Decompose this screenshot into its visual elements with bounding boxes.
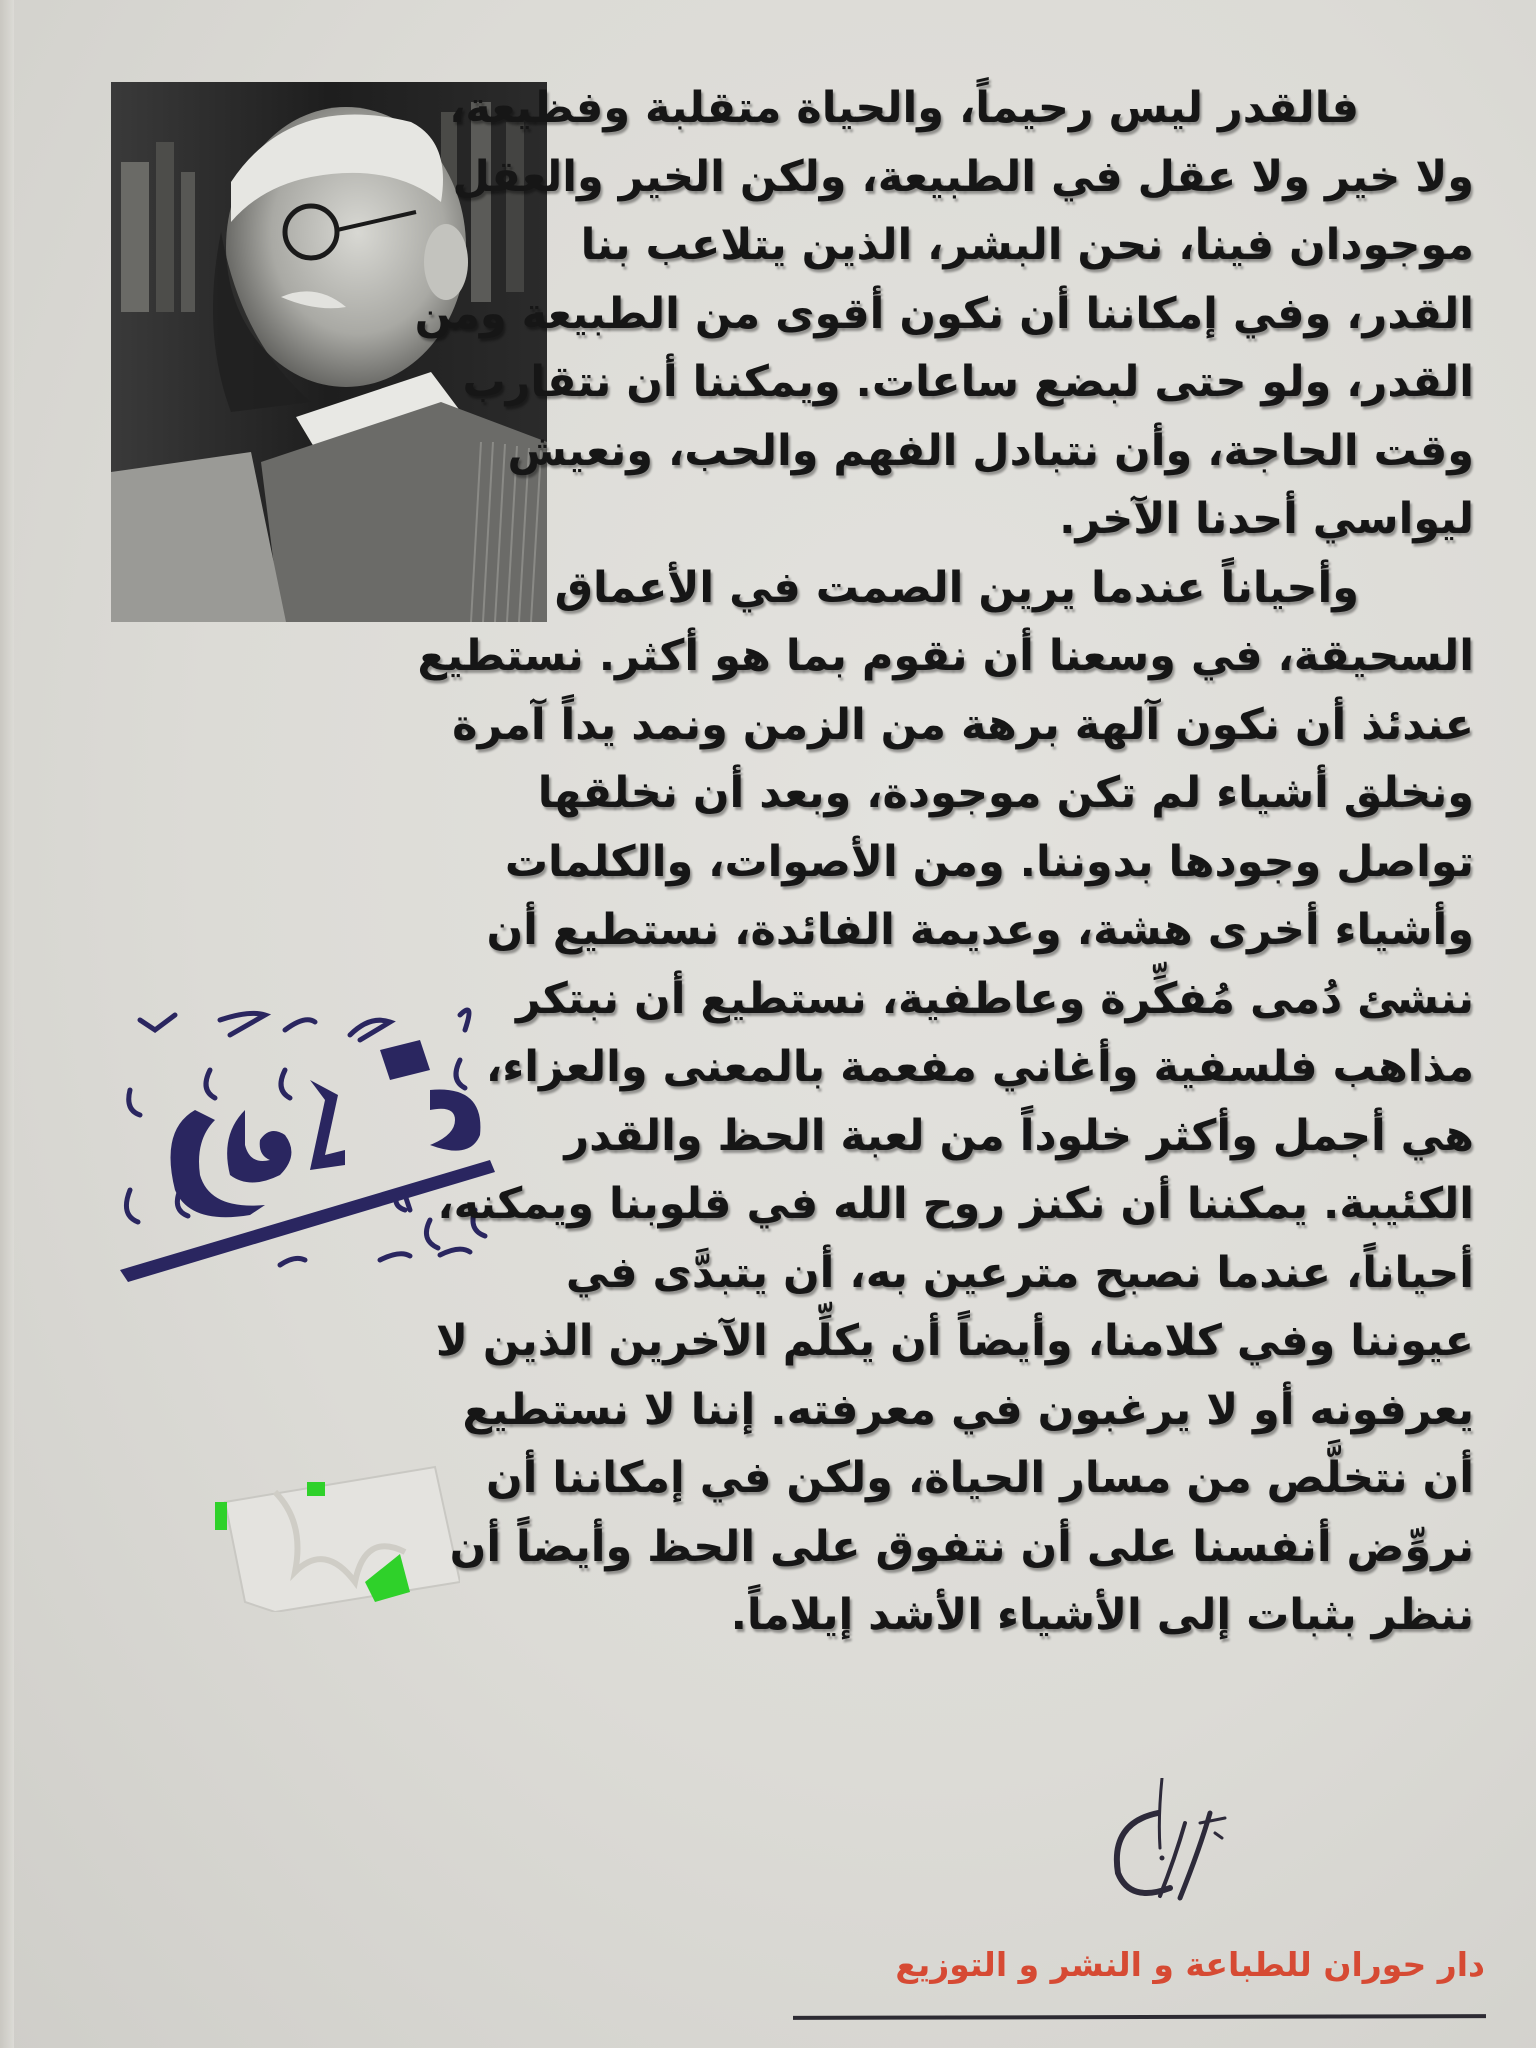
blurb-line: أحياناً، عندما نصبح مترعين به، أن يتبدَّى في <box>565 1247 1474 1298</box>
blurb-line: يعرفونه أو لا يرغبون في معرفته. إننا لا نستطيع <box>462 1384 1474 1435</box>
blurb-line: ولا خير ولا عقل في الطبيعة، ولكن الخير والعقل <box>452 151 1474 202</box>
blurb-line: ننشئ دُمى مُفكِّرة وعاطفية، نستطيع أن نبتكر <box>516 973 1474 1024</box>
torn-sticker <box>215 1462 460 1612</box>
blurb-line: ننظر بثبات إلى الأشياء الأشد إيلاماً. <box>730 1590 1474 1640</box>
blurb-line: القدر، وفي إمكاننا أن نكون أقوى من الطبيعة ومن <box>414 288 1474 339</box>
title-calligraphy-art <box>100 960 520 1290</box>
blurb-line: نروِّض أنفسنا على أن نتفوق على الحظ وأيضاً أن <box>449 1521 1474 1572</box>
publisher-divider <box>793 2014 1486 2020</box>
torn-sticker-art <box>215 1462 460 1612</box>
blurb-line: وقت الحاجة، وأن نتبادل الفهم والحب، ونعيش <box>507 425 1474 476</box>
blurb-line: موجودان فينا، نحن البشر، الذين يتلاعب بنا <box>580 220 1474 270</box>
blurb-line: القدر، ولو حتى لبضع ساعات. ويمكننا أن نتقارب <box>462 357 1474 407</box>
publisher-name: دار حوران للطباعة و النشر و التوزيع <box>895 1945 1485 1984</box>
back-cover-blurb <box>414 74 1474 1650</box>
blurb-line: الكئيبة. يمكننا أن نكنز روح الله في قلوبنا ويمكنه، <box>437 1179 1474 1229</box>
blurb-line: ليواسي أحدنا الآخر. <box>1059 494 1474 544</box>
blurb-line: عندئذ أن نكون آلهة برهة من الزمن ونمد يداً آمرة <box>452 699 1474 750</box>
blurb-line: مذاهب فلسفية وأغاني مفعمة بالمعنى والعزاء، <box>485 1042 1474 1092</box>
publisher-logo <box>1100 1778 1240 1908</box>
blurb-line: عيوننا وفي كلامنا، وأيضاً أن يكلِّم الآخرين الذين لا <box>435 1316 1474 1366</box>
blurb-line: فالقدر ليس رحيماً، والحياة متقلبة وفظيعة، <box>449 83 1359 133</box>
blurb-line: تواصل وجودها بدوننا. ومن الأصوات، والكلمات <box>504 836 1474 887</box>
blurb-line: وأحياناً عندما يرين الصمت في الأعماق <box>554 562 1359 613</box>
book-title-calligraphy <box>100 960 520 1290</box>
blurb-line: أن نتخلَّص من مسار الحياة، ولكن في إمكاننا أن <box>485 1453 1474 1503</box>
blurb-line: وأشياء أخرى هشة، وعديمة الفائدة، نستطيع أن <box>486 905 1474 955</box>
blurb-line: ونخلق أشياء لم تكن موجودة، وبعد أن نخلقها <box>537 768 1474 818</box>
publisher-logo-calligraphy <box>1100 1778 1240 1908</box>
blurb-line: هي أجمل وأكثر خلوداً من لعبة الحظ والقدر <box>564 1110 1474 1161</box>
blurb-line: السحيقة، في وسعنا أن نقوم بما هو أكثر. نستطيع <box>417 631 1474 681</box>
